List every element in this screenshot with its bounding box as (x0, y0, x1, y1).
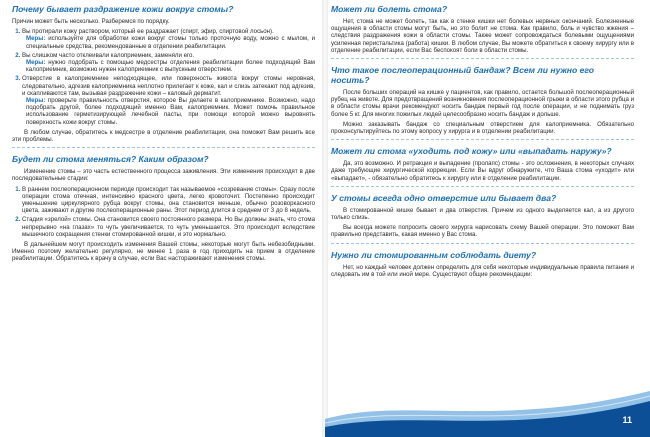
list-item-text: Вы слишком часто отклеивали калоприемник, заменяли его. (22, 51, 195, 59)
section-paragraph: Да, это возможно. И ретракция и выпадение (пролапс) стомы - это осложнения, в некоторых случаях даже требующие хирургической коррекции. Если Вы вдруг обнаружите, что Ваша стома «уходит» или «выпадает», - обязательно обратитесь к хирургу или в отделение реабилитации. (331, 160, 634, 182)
list-item-text: Стадия «зрелой» стомы. Она становится своего постоянного размера. Но Вы должны знать, что стома непрерывно «на глазах» то чуть увеличивается, то чуть уменьшается. Это происходит вследствие мышечного сокращения стенки стомированной кишки, и это нормально. (22, 216, 315, 238)
measure-text: нужно подобрать с помощью медсестры отделения реабилитации более подходящий Вам калоприемник, возможно нужен калоприемник с выпускным отверстием. (26, 59, 315, 74)
section-title-retraction: Может ли стома «уходить под кожу» или «выпадать наружу»? (331, 146, 612, 157)
section-paragraph: Вы всегда можете попросить своего хирурга нарисовать схему Вашей операции. Это поможет Вам правильно представить, какая именно у Вас стома. (331, 224, 634, 239)
list-item (22, 52, 315, 74)
footer-wave-decoration (325, 367, 650, 437)
measure-text: используйте для обработки кожи вокруг стомы только проточную воду, можно с мылом, и специальные средства, рекомендованные в отделении реабилитации. (26, 35, 315, 50)
section-title-stoma-change: Будет ли стома меняться? Каким образом? (12, 154, 209, 165)
list-item-text: В раннем послеоперационном периоде происходит так называемое «созревание стомы». Сразу после операции стома отечная, интенсивно красного цвета, легко кровоточит. Постепенно происходит уменьшение циркулярного рубца вокруг стомы, она становится меньше, обычно розоворкасного цвета, заживают и другие послеоперационные раны. Этот период длится в среднем от 3 до 8 недель. (22, 185, 315, 215)
section-intro: Причин может быть несколько. Разберемся по порядку. (12, 18, 170, 25)
measure-block (26, 59, 315, 73)
section-closing: В любом случае, обратитесь к медсестре в отделение реабилитации, она поможет Вам решить все эти проблемы. (12, 128, 315, 144)
section-paragraph: В стомированной кишке бывает и два отверстия. Причем из одного выделяется кал, а из другого только слизь. (331, 206, 634, 222)
stages-list (12, 186, 315, 238)
section-title-diet: Нужно ли стомированным соблюдать диету? (331, 249, 537, 260)
section-paragraph: Нет, стома не может болеть, так как в стенке кишки нет болевых нервных окончаний. Болезненные ощущения в области стомы могут быть, но это болит не стома. Как правило, боль и чувство жжения – следствия раздражения кожи в области стомы. Также может сопровождаться болевыми ощущениями усиленная перистальтика (работа) кишки. В любом случае, Вы можете обратиться к своему хирургу или в отделение реабилитации, если Вас беспокоят боли в области стомы. (331, 18, 634, 54)
section-paragraph: Нет, но каждый человек должен определить для себя некоторые индивидуальные правила питания и следовать им в той или иной мере. Существуют общие рекомендации: (331, 263, 634, 278)
list-item-text: Вы протирали кожу раствором, который ее раздражает (спирт, эфир, спиртовой лосьон). (22, 28, 274, 36)
section-divider (331, 58, 634, 59)
measure-label: Меры: (26, 35, 46, 43)
measure-label: Меры: (26, 97, 46, 105)
list-item (22, 75, 315, 125)
section-title-pain: Может ли болеть стома? (331, 4, 448, 14)
section-divider (12, 147, 315, 148)
section-closing: В дальнейшем могут происходить изменения Вашей стомы, некоторые могут быть небезобидными. Именно поэтому желательно регулярно, не менее 1 раза в год приходить на прием в отделение реабилитации. Обратитесь к врачу в случае, если Вас настораживают изменения стомы. (12, 241, 315, 263)
section-title-bandage: Что такое послеоперационный бандаж? Всем ли нужно его носить? (331, 65, 595, 86)
section-title-irritation: Почему бывает раздражение кожи вокруг стомы? (12, 4, 234, 14)
list-item-text: Отверстие в калоприемнике неподходящее, или поверхность живота вокруг стомы неровная, следовательно, адгезив калоприемника неплотно прилегает к коже, кал и слизь затекают под адгезив, и скапливаются там, вызывая раздражение кожи – каловый дерматит. (22, 75, 315, 97)
page-number: 11 (622, 415, 632, 425)
causes-list (12, 28, 315, 126)
measure-block (26, 35, 315, 49)
left-content (0, 4, 325, 266)
right-content (325, 4, 650, 281)
section-divider (331, 186, 634, 187)
right-page (325, 0, 650, 437)
list-item (22, 28, 315, 50)
list-item (22, 186, 315, 215)
section-title-openings: У стомы всегда одно отверстие или бывает два? (331, 192, 557, 203)
section-divider (331, 243, 634, 244)
measure-text: проверьте правильность отверстия, которое Вы делаете в калоприемнике. Возможно, надо подобрать другой, более подходящий именно Вам, калоприемник. Может помочь правильное использование герметизирующей лечебной пасты, при помощи которой можно выровнять поверхность кожи вокруг стомы. (26, 97, 315, 126)
section-paragraph: После больших операций на кишке у пациентов, как правило, остается большой послеоперационный рубец на животе. Для предотвращений возникновения послеоперационной грыжи в области этого рубца и в области стомы врачи рекомендуют носить бандаж первый год после операции, и не поднимать груз более 5 кг. Для многих пожилых людей целесообразно носить бандаж и дольше. (331, 89, 634, 118)
section-divider (331, 139, 634, 140)
section-paragraph: Можно заказывать бандаж со специальным отверстием для калоприемника. Обязательно проконсультируйтесь по этому вопросу у хирурга и в отделении реабилитации. (331, 120, 634, 136)
list-item (22, 216, 315, 238)
measure-block (26, 97, 315, 126)
measure-label: Меры: (26, 59, 46, 67)
section-intro: Изменение стомы – это часть естественного процесса заживления. Эти изменения происходят в две последовательные стадии: (12, 168, 315, 183)
